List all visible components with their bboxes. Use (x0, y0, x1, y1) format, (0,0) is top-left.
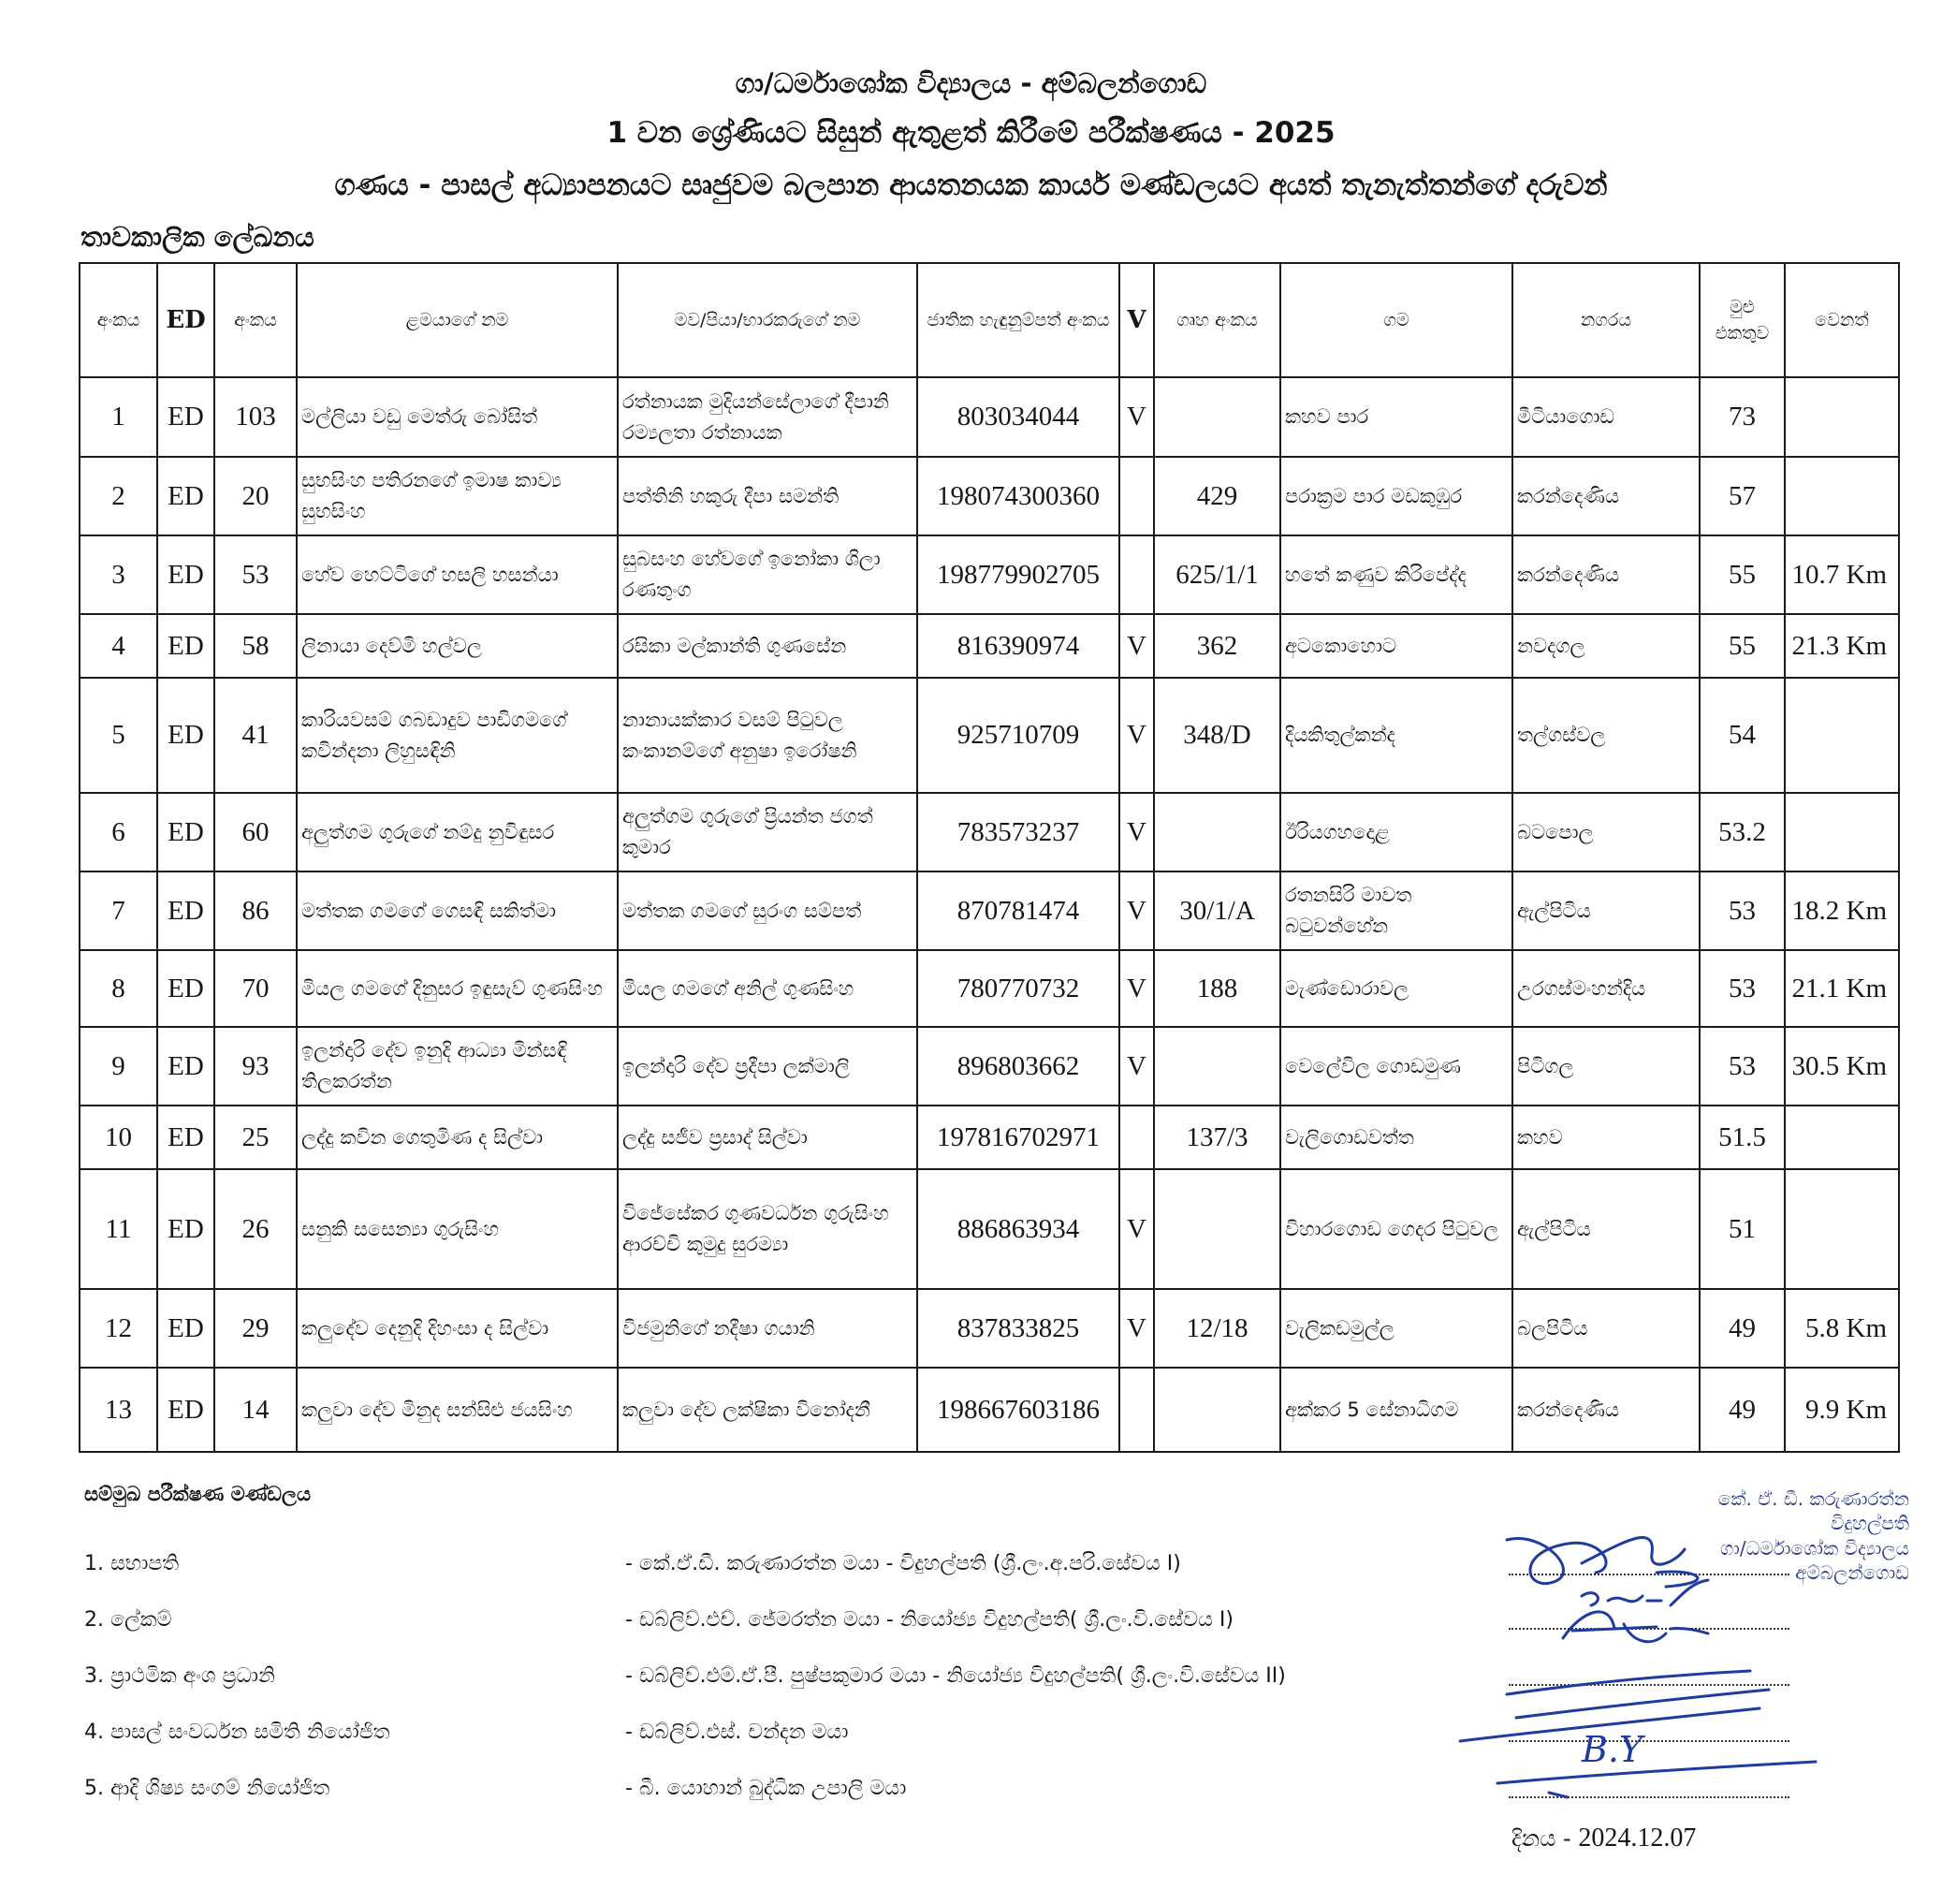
cell-village: ඊරියගහදොළ (1280, 793, 1512, 871)
cell-child-name: මියල ගමගේ දිනුසර ඉඳුසැව් ගුණසිංහ (297, 950, 618, 1027)
cell-total: 51.5 (1700, 1106, 1785, 1169)
table-row (80, 678, 1899, 793)
cell-v: V (1119, 871, 1154, 950)
member-role: 4. පාසල් සංවර්ධන සමිති නියෝජිත (84, 1721, 390, 1744)
cell-serial: 2 (80, 457, 157, 535)
cell-house-no: 362 (1154, 614, 1280, 678)
cell-town: ඇල්පිටිය (1512, 1169, 1700, 1289)
member-role: 1. සභාපති (84, 1552, 180, 1575)
cell-serial: 6 (80, 793, 157, 871)
header-parent-name: මව/පියා/භාරකරුගේ නම (618, 263, 917, 377)
cell-total: 55 (1700, 535, 1785, 614)
cell-village: වැලිකඩමුල්ල (1280, 1289, 1512, 1368)
list-subtitle: තාවකාලික ලේඛනය (80, 221, 314, 253)
cell-child-name: මල්ලියා වඩු මෙත්රු බෝසිත් (297, 377, 618, 457)
cell-town: නවදගල (1512, 614, 1700, 678)
table-row (80, 871, 1899, 950)
cell-ed: ED (157, 1169, 214, 1289)
cell-nic: 816390974 (917, 614, 1119, 678)
cell-other: 21.3 Km (1785, 614, 1899, 678)
header-house-no: ගෘහ අංකය (1154, 263, 1280, 377)
cell-ed: ED (157, 457, 214, 535)
cell-other (1785, 793, 1899, 871)
cell-village: වැලිගොඩවත්ත (1280, 1106, 1512, 1169)
header-town: නගරය (1512, 263, 1700, 377)
cell-town: බටපොල (1512, 793, 1700, 871)
cell-nic: 198667603186 (917, 1368, 1119, 1452)
cell-village: දියකිතුල්කන්ද (1280, 678, 1512, 793)
cell-total: 53 (1700, 950, 1785, 1027)
category-title: ගණය - පාසල් අධ්‍යාපනයට සෘජුවම බලපාන ආයතනයක කාර්ය මණ්ඩලයට අයත් තැනැත්තන්ගේ දරුවන් (334, 168, 1608, 202)
cell-v (1119, 457, 1154, 535)
header-ed: ED (157, 263, 214, 377)
cell-v (1119, 1368, 1154, 1452)
cell-parent-name: විජමුනිගේ නදීෂා ගයානි (618, 1289, 917, 1368)
cell-v: V (1119, 950, 1154, 1027)
member-name: - බී. යොහාන් බුද්ධික උපාලි මයා (625, 1777, 907, 1800)
cell-other: 18.2 Km (1785, 871, 1899, 950)
cell-total: 53 (1700, 871, 1785, 950)
cell-nic: 198074300360 (917, 457, 1119, 535)
cell-town: කහව (1512, 1106, 1700, 1169)
table-row (80, 1106, 1899, 1169)
cell-parent-name: කලුවා දේව ලක්ෂිකා විනෝදනී (618, 1368, 917, 1452)
cell-ed: ED (157, 614, 214, 678)
cell-parent-name: අලුත්ගම ගුරුගේ ප්‍රියන්ත ජගත් කුමාර (618, 793, 917, 871)
signature-initials: B.Y (1582, 1729, 1643, 1770)
cell-nic: 896803662 (917, 1027, 1119, 1106)
table-row (80, 377, 1899, 457)
cell-house-no: 137/3 (1154, 1106, 1280, 1169)
cell-village: විහාරගොඩ ගෙදර පිටුවල (1280, 1169, 1512, 1289)
board-title: සම්මුඛ පරීක්ෂණ මණ්ඩලය (84, 1483, 312, 1505)
date-value: 2024.12.07 (1578, 1823, 1697, 1853)
cell-town: ඇල්පිටිය (1512, 871, 1700, 950)
cell-number: 53 (214, 535, 297, 614)
member-name: - කේ.ඒ.ඩී. කරුණාරත්න මයා - විදුහල්පති (ශ්‍රී.ලං.අ.පරි.සේවය I) (625, 1552, 1181, 1575)
cell-child-name: සුභසිංහ පතිරනගේ ඉමාෂ කාව්‍ය සුභසිංහ (297, 457, 618, 535)
date-label: දිනය - (1511, 1825, 1571, 1852)
cell-serial: 12 (80, 1289, 157, 1368)
cell-total: 49 (1700, 1289, 1785, 1368)
cell-parent-name: නානායක්කාර වසම් පිටුවල කංකානම්ගේ අනුෂා ඉරෝෂනි (618, 678, 917, 793)
header-total: මුළු එකතුව (1700, 263, 1785, 377)
cell-house-no: 348/D (1154, 678, 1280, 793)
cell-town: තල්ගස්වල (1512, 678, 1700, 793)
cell-parent-name: ඉලන්දාරි දේව ප්‍රදීපා ලක්මාලි (618, 1027, 917, 1106)
cell-total: 53 (1700, 1027, 1785, 1106)
table-row (80, 950, 1899, 1027)
cell-number: 70 (214, 950, 297, 1027)
cell-serial: 1 (80, 377, 157, 457)
stamp-line: අම්බලන්ගොඩ (1795, 1561, 1909, 1585)
cell-house-no (1154, 377, 1280, 457)
cell-parent-name: මත්තක ගමගේ සුරංග සම්පත් (618, 871, 917, 950)
cell-v: V (1119, 377, 1154, 457)
cell-number: 14 (214, 1368, 297, 1452)
cell-serial: 7 (80, 871, 157, 950)
cell-town: මීටියාගොඩ (1512, 377, 1700, 457)
cell-child-name: සනුකි සසෙන්‍යා ගුරුසිංහ (297, 1169, 618, 1289)
cell-nic: 886863934 (917, 1169, 1119, 1289)
header-village: ගම (1280, 263, 1512, 377)
exam-title: 1 වන ශ්‍රේණියට සිසුන් ඇතුළත් කිරීමේ පරීක්ෂණය - 2025 (606, 116, 1336, 150)
member-role: 3. ප්‍රාථමික අංශ ප්‍රධානි (84, 1664, 275, 1688)
cell-nic: 783573237 (917, 793, 1119, 871)
cell-town: බලපිටිය (1512, 1289, 1700, 1368)
member-name: - ඩබ්ලිව්.එස්. චන්දන මයා (625, 1721, 849, 1744)
cell-v: V (1119, 1289, 1154, 1368)
header-child-name: ළමයාගේ නම (297, 263, 618, 377)
cell-ed: ED (157, 1027, 214, 1106)
cell-total: 53.2 (1700, 793, 1785, 871)
table-row (80, 793, 1899, 871)
board-member-4 (84, 1721, 1413, 1758)
cell-house-no: 429 (1154, 457, 1280, 535)
cell-parent-name: විජේසේකර ගුණවර්ධන ගුරුසිංහ ආරච්චි කුමුදු සුරම්‍යා (618, 1169, 917, 1289)
cell-ed: ED (157, 793, 214, 871)
cell-number: 58 (214, 614, 297, 678)
cell-village: අටකොහොට (1280, 614, 1512, 678)
cell-serial: 11 (80, 1169, 157, 1289)
cell-nic: 780770732 (917, 950, 1119, 1027)
cell-number: 25 (214, 1106, 297, 1169)
header-other: වෙනත් (1785, 263, 1899, 377)
cell-v (1119, 1106, 1154, 1169)
cell-other (1785, 377, 1899, 457)
cell-town: කරන්දෙණිය (1512, 1368, 1700, 1452)
member-role: 2. ලේකම් (84, 1608, 172, 1632)
table-row (80, 1289, 1899, 1368)
cell-child-name: කලුවා දේව මිනුද සන්සිළු ජයසිංහ (297, 1368, 618, 1452)
cell-house-no: 12/18 (1154, 1289, 1280, 1368)
header-nic: ජාතික හැඳුනුම්පත් අංකය (917, 263, 1119, 377)
cell-number: 29 (214, 1289, 297, 1368)
board-member-5 (84, 1777, 1413, 1814)
cell-child-name: කාරියවසම් ගබඩාදුව පාඩිගමගේ කවින්දනා ලිහුසඳිනි (297, 678, 618, 793)
cell-village: කහව පාර (1280, 377, 1512, 457)
cell-town: කරන්දෙණිය (1512, 535, 1700, 614)
cell-number: 103 (214, 377, 297, 457)
member-name: - ඩබ්ලිව්.එම්.ඒ.පී. පුෂ්පකුමාර මයා - නියෝජ්‍ය විදුහල්පති( ශ්‍රී.ලං.වි.සේවය II) (625, 1664, 1286, 1688)
cell-house-no (1154, 1027, 1280, 1106)
cell-parent-name: ලද්දු සජීව ප්‍රසාද් සිල්වා (618, 1106, 917, 1169)
cell-child-name: හේව හෙට්ටිගේ හසලි හසන්යා (297, 535, 618, 614)
cell-ed: ED (157, 950, 214, 1027)
cell-ed: ED (157, 1106, 214, 1169)
cell-other: 10.7 Km (1785, 535, 1899, 614)
cell-other: 9.9 Km (1785, 1368, 1899, 1452)
header-v: V (1119, 263, 1154, 377)
admission-table (79, 262, 1900, 1453)
cell-other (1785, 1169, 1899, 1289)
cell-v: V (1119, 678, 1154, 793)
cell-other: 5.8 Km (1785, 1289, 1899, 1368)
table-row (80, 614, 1899, 678)
cell-village: පරාක්‍රම පාර මඩකුඹුර (1280, 457, 1512, 535)
cell-v: V (1119, 1169, 1154, 1289)
table-row (80, 1368, 1899, 1452)
cell-ed: ED (157, 377, 214, 457)
cell-nic: 837833825 (917, 1289, 1119, 1368)
board-member-3 (84, 1664, 1413, 1702)
cell-ed: ED (157, 1368, 214, 1452)
cell-total: 55 (1700, 614, 1785, 678)
cell-other (1785, 457, 1899, 535)
cell-other (1785, 1106, 1899, 1169)
cell-number: 86 (214, 871, 297, 950)
table-row (80, 535, 1899, 614)
cell-ed: ED (157, 1289, 214, 1368)
cell-nic: 803034044 (917, 377, 1119, 457)
cell-town: පිටිගල (1512, 1027, 1700, 1106)
cell-total: 51 (1700, 1169, 1785, 1289)
cell-v: V (1119, 614, 1154, 678)
cell-nic: 197816702971 (917, 1106, 1119, 1169)
cell-child-name: ඉලන්දාරි දේව ඉනුදි ආධ්‍යා මින්සඳි තිලකරත්න (297, 1027, 618, 1106)
stamp-line: කේ. ඒ. ඩී. කරුණාරත්න (1717, 1487, 1909, 1510)
cell-parent-name: මියල ගමගේ අනිල් ගුණසිංහ (618, 950, 917, 1027)
board-member-2 (84, 1608, 1413, 1646)
cell-total: 57 (1700, 457, 1785, 535)
cell-nic: 925710709 (917, 678, 1119, 793)
cell-parent-name: රසිකා මල්කාන්ති ගුණසේන (618, 614, 917, 678)
cell-village: වෙලේවිල ගොඩමුණ (1280, 1027, 1512, 1106)
table-row (80, 1027, 1899, 1106)
cell-parent-name: පත්තිනි හකුරු දීපා සමන්ති (618, 457, 917, 535)
table-row (80, 1169, 1899, 1289)
cell-house-no: 30/1/A (1154, 871, 1280, 950)
cell-ed: ED (157, 871, 214, 950)
cell-child-name: අලුත්ගම ගුරුගේ නම්දු නුවිඳුසර (297, 793, 618, 871)
cell-nic: 198779902705 (917, 535, 1119, 614)
cell-parent-name: රත්නායක මුදියන්සේලාගේ දීපානි රම්‍යලතා රත්නායක (618, 377, 917, 457)
signatures-graphic (1441, 1516, 1853, 1825)
cell-house-no (1154, 1169, 1280, 1289)
cell-total: 73 (1700, 377, 1785, 457)
cell-total: 49 (1700, 1368, 1785, 1452)
member-name: - ඩබ්ලිව්.එච්. ජේමරත්න මයා - නියෝජ්‍ය විදුහල්පති( ශ්‍රී.ලං.වි.සේවය I) (625, 1608, 1234, 1632)
cell-other: 30.5 Km (1785, 1027, 1899, 1106)
cell-house-no (1154, 1368, 1280, 1452)
cell-child-name: කලුදේව දෙනුදි දිහංසා ද සිල්වා (297, 1289, 618, 1368)
cell-ed: ED (157, 678, 214, 793)
cell-child-name: මත්තක ගමගේ ගෙසඳි සකිත්මා (297, 871, 618, 950)
cell-number: 41 (214, 678, 297, 793)
cell-number: 93 (214, 1027, 297, 1106)
cell-house-no (1154, 793, 1280, 871)
cell-child-name: ලිනායා දෙව්මි හල්වල (297, 614, 618, 678)
cell-house-no: 625/1/1 (1154, 535, 1280, 614)
board-member-1 (84, 1552, 1413, 1589)
cell-number: 20 (214, 457, 297, 535)
cell-serial: 8 (80, 950, 157, 1027)
cell-serial: 4 (80, 614, 157, 678)
header-number: අංකය (214, 263, 297, 377)
cell-v: V (1119, 793, 1154, 871)
document-date (1511, 1823, 1696, 1853)
stamp-line: විදුහල්පති (1830, 1512, 1909, 1535)
cell-village: මැණ්ඩොරාවල (1280, 950, 1512, 1027)
cell-serial: 5 (80, 678, 157, 793)
member-role: 5. ආදි ශිෂ්‍ය සංගම් නියෝජිත (84, 1777, 330, 1800)
cell-number: 60 (214, 793, 297, 871)
cell-serial: 3 (80, 535, 157, 614)
cell-other: 21.1 Km (1785, 950, 1899, 1027)
table-header-row (80, 263, 1899, 377)
cell-house-no: 188 (1154, 950, 1280, 1027)
cell-ed: ED (157, 535, 214, 614)
cell-v (1119, 535, 1154, 614)
cell-town: උරගස්මංහන්දිය (1512, 950, 1700, 1027)
cell-child-name: ලද්දු කවින ගෙතුමිණ ද සිල්වා (297, 1106, 618, 1169)
cell-village: හතේ කණුව කිරිපේද්ද (1280, 535, 1512, 614)
school-title: ගා/ධර්මාශෝක විද්‍යාලය - අම්බලන්ගොඩ (735, 67, 1207, 99)
cell-v: V (1119, 1027, 1154, 1106)
cell-serial: 10 (80, 1106, 157, 1169)
cell-village: රතනසිරි මාවත බටුවන්හේන (1280, 871, 1512, 950)
cell-serial: 9 (80, 1027, 157, 1106)
cell-serial: 13 (80, 1368, 157, 1452)
cell-parent-name: සුබසංහ හේවගේ ඉනෝකා ශිලා රණතුංග (618, 535, 917, 614)
table-row (80, 457, 1899, 535)
cell-total: 54 (1700, 678, 1785, 793)
header-serial: අංකය (80, 263, 157, 377)
cell-village: අක්කර 5 සේනාධිගම (1280, 1368, 1512, 1452)
cell-nic: 870781474 (917, 871, 1119, 950)
cell-other (1785, 678, 1899, 793)
cell-town: කරන්දෙණිය (1512, 457, 1700, 535)
stamp-line: ගා/ධර්මාශෝක විද්‍යාලය (1720, 1536, 1909, 1560)
cell-number: 26 (214, 1169, 297, 1289)
